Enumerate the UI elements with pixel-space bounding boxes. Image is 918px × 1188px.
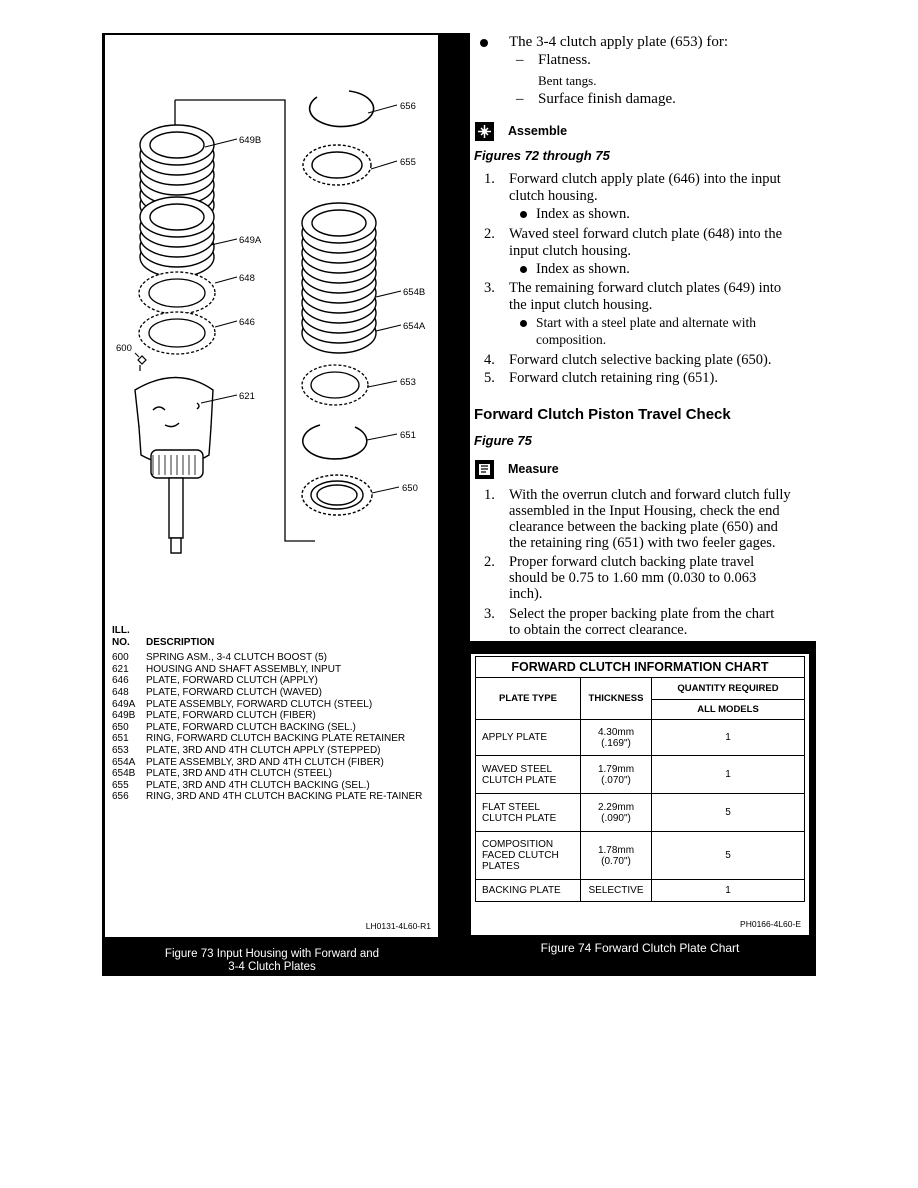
check-step-2-line3: inch). (509, 586, 543, 602)
callout-646: 646 (239, 317, 255, 328)
legend-part-description: PLATE, FORWARD CLUTCH (WAVED) (146, 686, 322, 698)
legend-part-description: PLATE, 3RD AND 4TH CLUTCH (STEEL) (146, 768, 332, 780)
legend-row (112, 768, 434, 780)
manual-page (102, 33, 816, 976)
row1-type: APPLY PLATE (476, 720, 581, 756)
check-step-2-line2: should be 0.75 to 1.60 mm (0.030 to 0.063 (509, 570, 757, 586)
row4-qty: 5 (652, 832, 805, 880)
callout-654a: 654A (403, 321, 426, 332)
table-row (476, 794, 805, 832)
step-3-line2: the input clutch housing. (509, 297, 653, 313)
table-row (476, 880, 805, 902)
step-1-number: 1. (484, 171, 495, 187)
table-row (476, 720, 805, 756)
legend-row (112, 699, 434, 711)
check-step-3-line2: to obtain the correct clearance. (509, 622, 688, 638)
forward-clutch-chart (470, 653, 810, 936)
legend-part-number: 649B (112, 710, 136, 722)
step-1-sub: Index as shown. (536, 206, 630, 222)
travel-check-figure: Figure 75 (474, 433, 532, 448)
assemble-figures: Figures 72 through 75 (474, 148, 610, 163)
callout-649b: 649B (239, 135, 262, 146)
legend-part-number: 654B (112, 768, 136, 780)
legend-no-label: NO. (112, 636, 130, 648)
row3-thickness-in: (.090") (601, 812, 631, 824)
travel-check-title: Forward Clutch Piston Travel Check (474, 406, 731, 423)
check-step-1-line1: With the overrun clutch and forward clutch fully (509, 487, 791, 503)
measure-heading: Measure (508, 462, 559, 476)
row1-thickness-mm: 4.30mm (597, 726, 635, 738)
row3-type2: CLUTCH PLATE (482, 812, 557, 824)
legend-part-description: PLATE ASSEMBLY, 3RD AND 4TH CLUTCH (FIBER) (146, 756, 384, 768)
check-step-2-number: 2. (484, 554, 495, 570)
inspect-item-3: Surface finish damage. (538, 91, 676, 107)
plate-650 (302, 475, 372, 515)
legend-description-label: DESCRIPTION (146, 636, 215, 648)
assemble-heading: Assemble (508, 124, 568, 138)
plate-stack-649a (140, 197, 214, 277)
legend-row (112, 757, 434, 769)
row4-type2: FACED CLUTCH (482, 850, 559, 861)
callout-648: 648 (239, 273, 255, 284)
legend-row (112, 652, 434, 664)
step-5-number: 5. (484, 370, 495, 386)
step-2-sub: Index as shown. (536, 261, 630, 277)
legend-row (112, 722, 434, 734)
callout-654b: 654B (403, 287, 426, 298)
parts-legend (112, 625, 434, 803)
legend-part-description: PLATE, 3RD AND 4TH CLUTCH APPLY (STEPPED) (146, 744, 381, 756)
legend-row (112, 733, 434, 745)
ring-651 (303, 425, 367, 459)
col-all-models: ALL MODELS (652, 700, 805, 720)
legend-row (112, 687, 434, 699)
legend-part-number: 655 (112, 779, 129, 791)
legend-header (112, 625, 434, 648)
step-3-number: 3. (484, 280, 495, 296)
callout-656: 656 (400, 101, 416, 112)
row1-thickness-in: (.169") (601, 737, 631, 749)
check-step-3-line1: Select the proper backing plate from the chart (509, 606, 775, 622)
plate-646 (139, 312, 215, 354)
step-4-number: 4. (484, 352, 495, 368)
legend-row (112, 791, 434, 803)
legend-part-description: PLATE ASSEMBLY, FORWARD CLUTCH (STEEL) (146, 698, 373, 710)
step-3-sub-line2: composition. (536, 332, 607, 347)
legend-part-number: 656 (112, 791, 129, 803)
inspect-bullet: The 3-4 clutch apply plate (653) for: (509, 34, 729, 50)
row4-type3: PLATES (482, 861, 520, 872)
legend-part-number: 651 (112, 733, 129, 745)
check-step-1-line3: clearance between the backing plate (650) and (509, 519, 778, 535)
inspect-item-2: Bent tangs. (538, 73, 597, 88)
row3-type: FLAT STEEL (482, 801, 540, 813)
legend-part-description: PLATE, FORWARD CLUTCH (APPLY) (146, 675, 318, 687)
row2-type: WAVED STEEL (482, 763, 553, 775)
col-quantity: QUANTITY REQUIRED (652, 678, 805, 700)
legend-part-number: 648 (112, 686, 129, 698)
table-row (476, 832, 805, 880)
step-5-line1: Forward clutch retaining ring (651). (509, 370, 718, 386)
plate-648 (139, 272, 215, 314)
legend-part-description: PLATE, 3RD AND 4TH CLUTCH BACKING (SEL.) (146, 779, 370, 791)
legend-part-number: 621 (112, 663, 129, 675)
callout-650: 650 (402, 483, 418, 494)
inspect-item-1: Flatness. (538, 52, 591, 68)
housing-621 (135, 378, 213, 554)
art-code: LH0131-4L60-R1 (365, 921, 431, 931)
plate-653 (302, 365, 368, 405)
check-step-1-line4: the retaining ring (651) with two feeler gages. (509, 535, 776, 551)
step-1-line2: clutch housing. (509, 188, 598, 204)
legend-part-number: 654A (112, 756, 136, 768)
check-step-3-number: 3. (484, 606, 495, 622)
assemble-icon (475, 122, 494, 141)
legend-part-number: 653 (112, 744, 129, 756)
row5-thickness: SELECTIVE (581, 880, 652, 902)
callout-649a: 649A (239, 235, 262, 246)
row2-qty: 1 (652, 756, 805, 794)
row4-thickness-mm: 1.78mm (597, 844, 635, 856)
row4-thickness-in: (0.70") (601, 855, 631, 867)
measure-icon (475, 460, 494, 479)
legend-part-number: 650 (112, 721, 129, 733)
col-thickness: THICKNESS (581, 678, 652, 720)
procedure-text: The 3-4 clutch apply plate (653) for: – Flatness. Bent tangs. – Surface finish damage. Assemble Figures 72 through 75 1. Forward clutch apply plate (646) into the input clutch housing. Index as shown. 2. Waved steel forward clutch plate (648) into the input clutch housing. Index as shown. 3. The remaining forward clutch plates (649) into the input clutch housing. Start with a steel plate and alternate with composition. 4. Forward clutch selective backing plate (650). 5. Forward clutch retaining ring (651). Forward Clutch Piston Travel Check Figure 75 Measure 1. With the overrun clutch and forward clutch fully assembled in the Input Housing, check the end clearance between the backing plate (650) and the retaining ring (651) with two feeler gages. 2. Proper forward clutch backing plate travel should be 0.75 to 1.60 mm (0.030 to 0.063 inch). 3. Select the proper backing plate from the chart to obtain the correct clearance. (470, 33, 816, 641)
callout-655: 655 (400, 157, 416, 168)
step-1-line1: Forward clutch apply plate (646) into the input (509, 171, 781, 187)
legend-part-description: RING, 3RD AND 4TH CLUTCH BACKING PLATE RE-TAINER (146, 791, 423, 803)
chart-code: PH0166-4L60-E (740, 919, 801, 929)
legend-part-description: SPRING ASM., 3-4 CLUTCH BOOST (5) (146, 652, 327, 664)
plate-655 (303, 145, 371, 185)
row4-type: COMPOSITION (482, 839, 554, 850)
caption-line-2: 3-4 Clutch Plates (228, 961, 316, 973)
legend-row (112, 780, 434, 792)
row2-thickness-in: (.070") (601, 774, 631, 786)
check-step-2-line1: Proper forward clutch backing plate travel (509, 554, 755, 570)
step-2-line1: Waved steel forward clutch plate (648) into the (509, 226, 783, 242)
table-row (476, 756, 805, 794)
figure-73-caption (102, 948, 442, 974)
figure-73-panel (104, 34, 439, 938)
step-3-sub-line1: Start with a steel plate and alternate with (536, 315, 757, 330)
right-column (470, 33, 816, 976)
step-2-line2: input clutch housing. (509, 243, 632, 259)
legend-part-number: 649A (112, 698, 136, 710)
legend-part-description: HOUSING AND SHAFT ASSEMBLY, INPUT (146, 663, 342, 675)
ring-656 (310, 91, 374, 127)
row5-type: BACKING PLATE (476, 880, 581, 902)
chart-table (475, 656, 805, 902)
step-4-line1: Forward clutch selective backing plate (650). (509, 352, 772, 368)
legend-row (112, 675, 434, 687)
callout-600: 600 (116, 343, 132, 354)
legend-part-description: PLATE, FORWARD CLUTCH (FIBER) (146, 710, 316, 722)
callout-653: 653 (400, 377, 416, 388)
legend-row (112, 710, 434, 722)
row2-thickness-mm: 1.79mm (597, 763, 635, 775)
step-2-number: 2. (484, 226, 495, 242)
row3-qty: 5 (652, 794, 805, 832)
legend-ill-label: ILL. (112, 625, 130, 636)
check-step-1-line2: assembled in the Input Housing, check the end (509, 503, 780, 519)
legend-part-description: PLATE, FORWARD CLUTCH BACKING (SEL.) (146, 721, 356, 733)
plate-stack-654 (302, 203, 376, 353)
legend-part-number: 646 (112, 675, 129, 687)
col-plate-type: PLATE TYPE (476, 678, 581, 720)
row3-thickness-mm: 2.29mm (597, 801, 635, 813)
row5-qty: 1 (652, 880, 805, 902)
spring-600 (138, 356, 146, 371)
legend-part-number: 600 (112, 652, 129, 664)
step-3-line1: The remaining forward clutch plates (649) into (509, 280, 782, 296)
check-step-1-number: 1. (484, 487, 495, 503)
legend-row (112, 745, 434, 757)
legend-part-description: RING, FORWARD CLUTCH BACKING PLATE RETAINER (146, 733, 406, 745)
legend-row (112, 664, 434, 676)
row2-type2: CLUTCH PLATE (482, 774, 557, 786)
callout-621: 621 (239, 391, 255, 402)
caption-line-1: Figure 73 Input Housing with Forward and (164, 948, 380, 960)
exploded-view-illustration (105, 35, 438, 625)
callout-651: 651 (400, 430, 416, 441)
chart-title: FORWARD CLUTCH INFORMATION CHART (476, 657, 805, 678)
bullet-dot (480, 39, 488, 47)
figure-74-caption: Figure 74 Forward Clutch Plate Chart (540, 941, 740, 955)
row1-qty: 1 (652, 720, 805, 756)
